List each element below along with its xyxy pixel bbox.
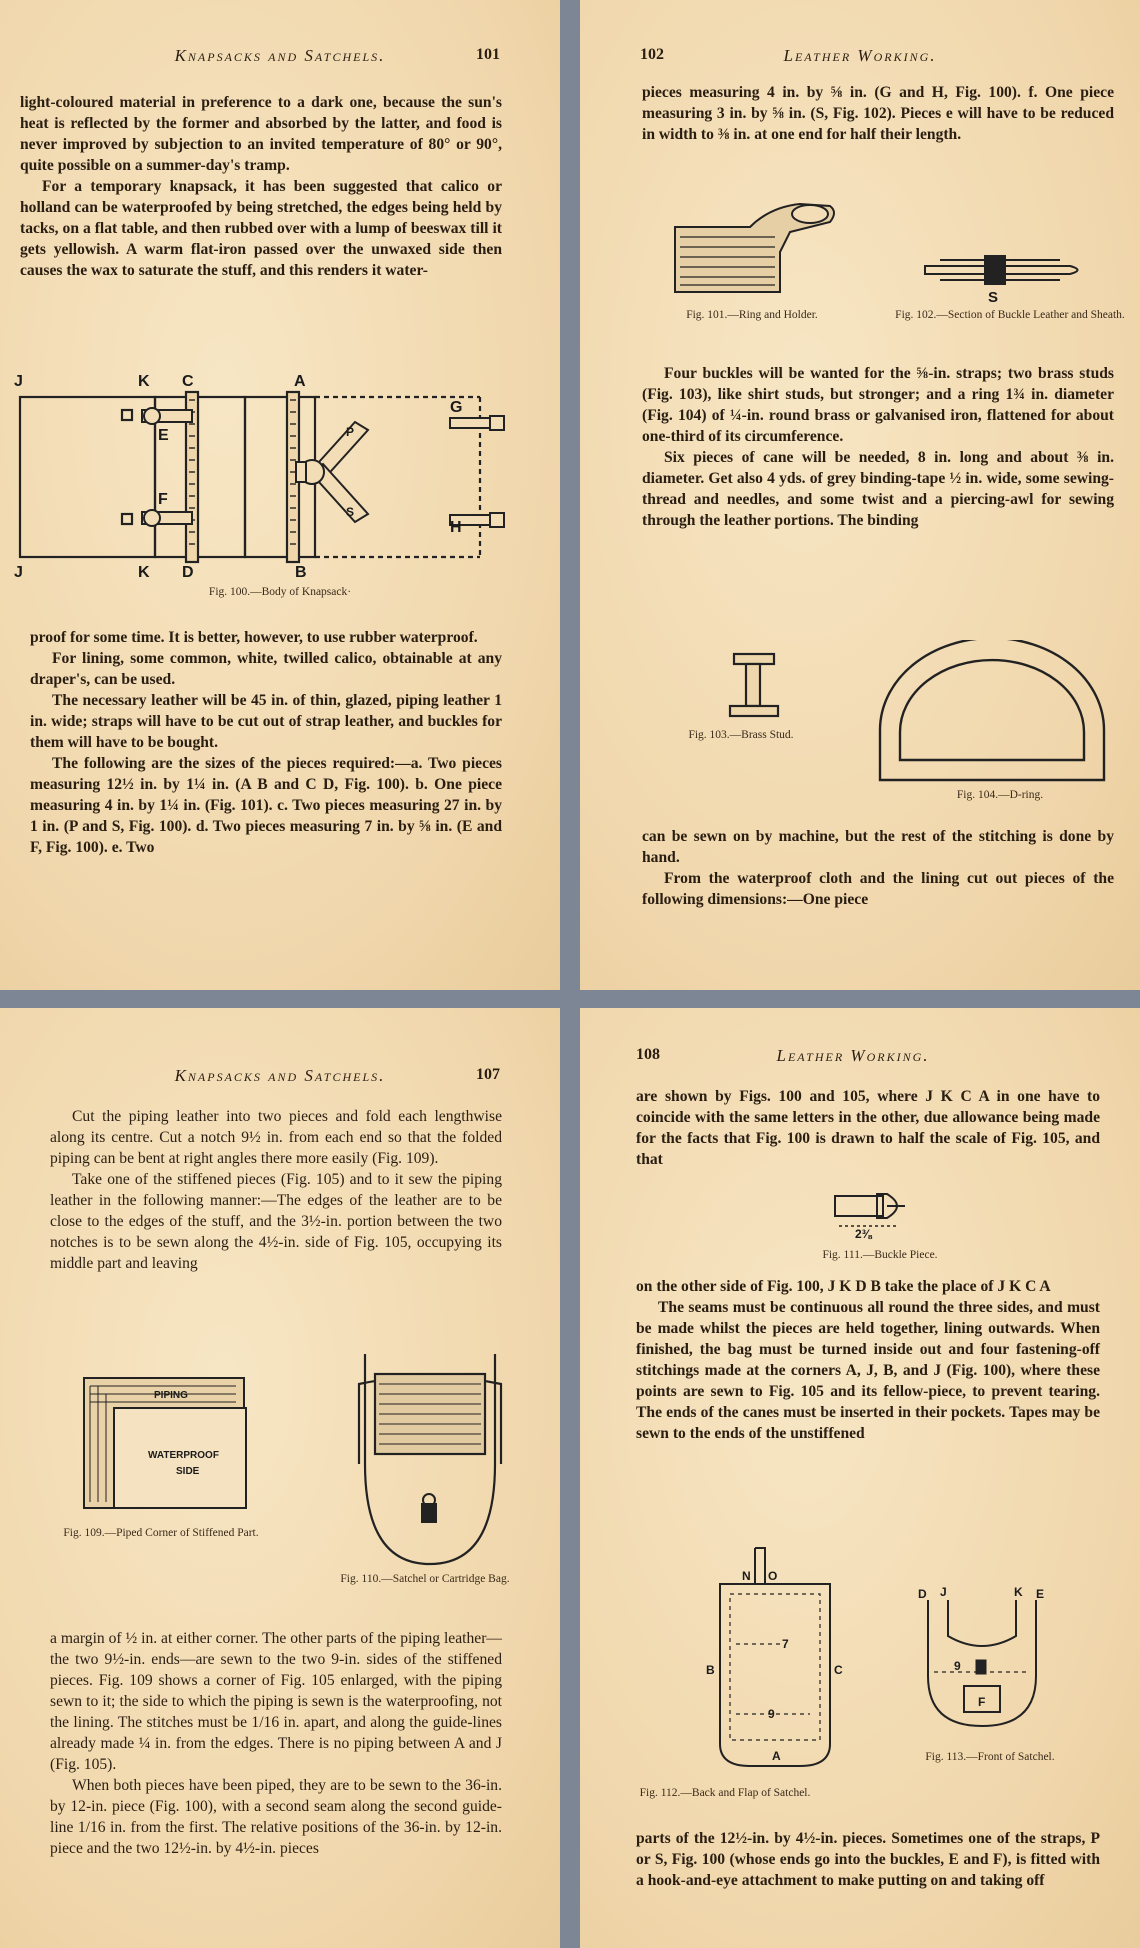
label-j-bottom: J [14,564,23,581]
label-seven: 7 [782,1637,789,1651]
text-block-bottom [50,1628,502,1859]
running-title: Leather Working. [783,46,937,65]
running-title: Knapsacks and Satchels. [174,1066,386,1085]
paragraph: Cut the piping leather into two pieces and fold each lengthwise along its centre. Cut a notch 9½ in. from each end so that the folded piping can be bent at right angles there more easily (Fig. 109). [50,1108,502,1167]
figure-101-caption: Fig. 101.—Ring and Holder. [686,309,818,321]
label-side: SIDE [176,1466,200,1477]
paragraph: a margin of ½ in. at either corner. The other parts of the piping leather—the two 9½-in. ends—are sewn to the two 9-in. sides of the stiffened pieces. Fig. 109 shows a corner of Fig. 105 enlarged, with the piping sewn to it; the side to which the piping is sewn is the waterproofing, not the lining. The stitches must be 1/16 in. apart, and along the guide-lines already made ¼ in. from the edges. There is no piping between A and J (Fig. 105). [50,1630,502,1773]
page-number: 107 [476,1066,500,1083]
page-108 [580,1008,1140,1948]
label-nine: 9 [954,1659,961,1673]
page-107 [0,1008,560,1948]
label-e: E [158,427,169,444]
figure-112-back-and-flap [700,1544,850,1774]
figure-102-buckle-leather-section [920,246,1090,306]
paragraph: can be sewn on by machine, but the rest of the stitching is done by hand. [642,828,1114,866]
paragraph: The following are the sizes of the pieces required:—a. Two pieces measuring 12½ in. by 1¼ in. (A B and C D, Fig. 100). b. One piece measuring 4 in. by 1¼ in. (Fig. 101). c. Two pieces measuring 27 in. by 1 in. (P and S, Fig. 100). d. Two pieces measuring 7 in. by ⅝ in. (E and F, Fig. 100). e. Two [30,755,502,856]
label-s: S [346,505,355,519]
figure-104-caption: Fig. 104.—D-ring. [956,789,1044,801]
label-a: A [294,373,306,390]
text-block-top [642,82,1114,145]
figure-109-caption: Fig. 109.—Piped Corner of Stiffened Part. [63,1527,259,1539]
paragraph: The necessary leather will be 45 in. of thin, glazed, piping leather 1 in. wide; straps will have to be cut out of strap leather, and buckles for them will have to be bought. [30,692,502,751]
label-n: N [742,1569,751,1583]
paragraph: are shown by Figs. 100 and 105, where J K C A in one have to coincide with the same letters in the other, due allowance being made for the facts that Fig. 100 is drawn to half the scale of Fig. 105, and that [636,1088,1100,1168]
label-nine: 9 [768,1707,775,1721]
running-title: Leather Working. [776,1046,930,1065]
page-header [640,46,1080,72]
page-number: 101 [476,46,500,63]
paragraph: Take one of the stiffened pieces (Fig. 105) and to it sew the piping leather in the following manner:—The edges of the leather are to be close to the edges of the stuff, and the 3½-in. portion between the two notches is to be sewn along the 4½-in. side of Fig. 105, occupying its middle part and leaving [50,1171,502,1272]
figure-110-satchel [345,1344,515,1574]
running-title: Knapsacks and Satchels. [174,46,386,65]
figure-103-brass-stud [726,650,786,720]
paragraph: light-coloured material in preference to a dark one, because the sun's heat is reflected by the former and absorbed by the latter, and food is never improved by subjection to an invited temperature of 80° or 90°, quite possible on a summer-day's tramp. [20,94,502,174]
label-a: A [772,1749,781,1763]
paragraph: on the other side of Fig. 100, J K D B take the place of J K C A [636,1278,1051,1295]
label-k-bottom: K [138,564,150,581]
label-f: F [158,491,168,508]
paragraph: pieces measuring 4 in. by ⅝ in. (G and H, Fig. 100). f. One piece measuring 3 in. by ⅝ in. (S, Fig. 102). Pieces e will have to be reduced in width to ⅜ in. at one end for half their length. [642,84,1114,143]
figure-111-buckle-piece [827,1190,917,1242]
figure-101-ring-and-holder [670,192,840,302]
paragraph: The seams must be continuous all round the three sides, and must be made whilst the pieces are held together, lining outwards. When finished, the bag must be turned inside out and four fastening-off stitchings made at the corners A, J, B, and J (Fig. 100), where these points are sewn to Fig. 105 and its fellow-piece, to prevent tearing. The ends of the canes must be inserted in their pockets. Tapes may be sewn to the ends of the unstiffened [636,1299,1100,1442]
paragraph: From the waterproof cloth and the lining cut out pieces of the following dimensions:—One piece [642,870,1114,908]
figure-102-caption: Fig. 102.—Section of Buckle Leather and Sheath. [895,309,1125,321]
figure-100-caption: Fig. 100.—Body of Knapsack· [208,586,352,598]
paragraph: parts of the 12½-in. by 4½-in. pieces. Sometimes one of the straps, P or S, Fig. 100 (whose ends go into the buckles, E and F), is fitted with a hook-and-eye attachment to make putting on and taking off [636,1830,1100,1889]
figure-100-body-of-knapsack [10,372,530,602]
figure-113-caption: Fig. 113.—Front of Satchel. [925,1751,1055,1763]
page-number: 102 [640,46,664,63]
text-block-top [20,92,502,281]
figure-103-caption: Fig. 103.—Brass Stud. [688,729,794,741]
page-header [60,46,500,72]
label-k: K [1014,1586,1023,1599]
paragraph: Four buckles will be wanted for the ⅝-in. straps; two brass studs (Fig. 103), like shirt studs, but stronger; and a ring 1¾ in. diameter (Fig. 104) of ¼-in. round brass or galvanised iron, flattened for about one-third of its circumference. [642,365,1114,445]
label-h: H [450,519,462,536]
label-g: G [450,399,463,416]
paragraph: For lining, some common, white, twilled calico, obtainable at any draper's, can be used. [30,650,502,688]
figure-109-piped-corner [76,1368,256,1520]
label-piping: PIPING [154,1390,188,1401]
figure-111-caption: Fig. 111.—Buckle Piece. [822,1249,938,1261]
label-p: P [346,425,355,439]
figure-104-d-ring [872,640,1112,785]
paragraph: For a temporary knapsack, it has been suggested that calico or holland can be waterproofed by being stretched, the edges being held by tacks, on a flat table, and then rubbed over with a lump of beeswax till it gets yellowish. A warm flat-iron passed over the unwaxed side then causes the wax to saturate the stuff, and this renders it water- [20,178,502,279]
label-d: D [918,1587,927,1601]
paragraph: When both pieces have been piped, they are to be sewn to the 36-in. by 12-in. piece (Fig. 100), with a second seam along the second guide-line 1/16 in. from the first. The relative positions of the 36-in. by 12-in. piece and the two 12½-in. by 4½-in. pieces [50,1777,502,1857]
label-k: K [138,373,150,390]
label-b: B [706,1663,715,1677]
label-c: C [182,373,194,390]
label-o: O [768,1569,778,1583]
page-102 [580,0,1140,990]
page-101 [0,0,560,990]
label-f: F [978,1695,986,1709]
paragraph: Six pieces of cane will be needed, 8 in. long and about ⅜ in. diameter. Get also 4 yds. of grey binding-tape ½ in. wide, some sewing-thread and needles, and some twist and a piercing-awl for sewing through the leather portions. The binding [642,449,1114,529]
text-block-bottom [636,1828,1100,1891]
page-header [60,1066,500,1092]
label-c: C [834,1663,843,1677]
page-header [636,1046,1070,1072]
text-block-top [50,1106,502,1274]
label-b: B [295,564,307,581]
text-block-middle [636,1276,1100,1444]
text-block-bottom [642,826,1114,910]
label-waterproof: WATERPROOF [148,1450,219,1461]
label-d: D [182,564,194,581]
text-block-bottom [30,627,502,858]
figure-113-front-of-satchel [918,1586,1048,1736]
label-e: E [1036,1587,1045,1601]
page-number: 108 [636,1046,660,1063]
dimension-label: 2⅜ [855,1227,872,1241]
figure-110-caption: Fig. 110.—Satchel or Cartridge Bag. [340,1573,510,1585]
label-s: S [988,289,999,306]
label-j: J [14,373,23,390]
text-block-top [636,1086,1100,1170]
text-block-middle [642,363,1114,531]
paragraph: proof for some time. It is better, however, to use rubber waterproof. [30,629,478,646]
figure-112-caption: Fig. 112.—Back and Flap of Satchel. [639,1787,811,1799]
label-j: J [940,1586,947,1599]
